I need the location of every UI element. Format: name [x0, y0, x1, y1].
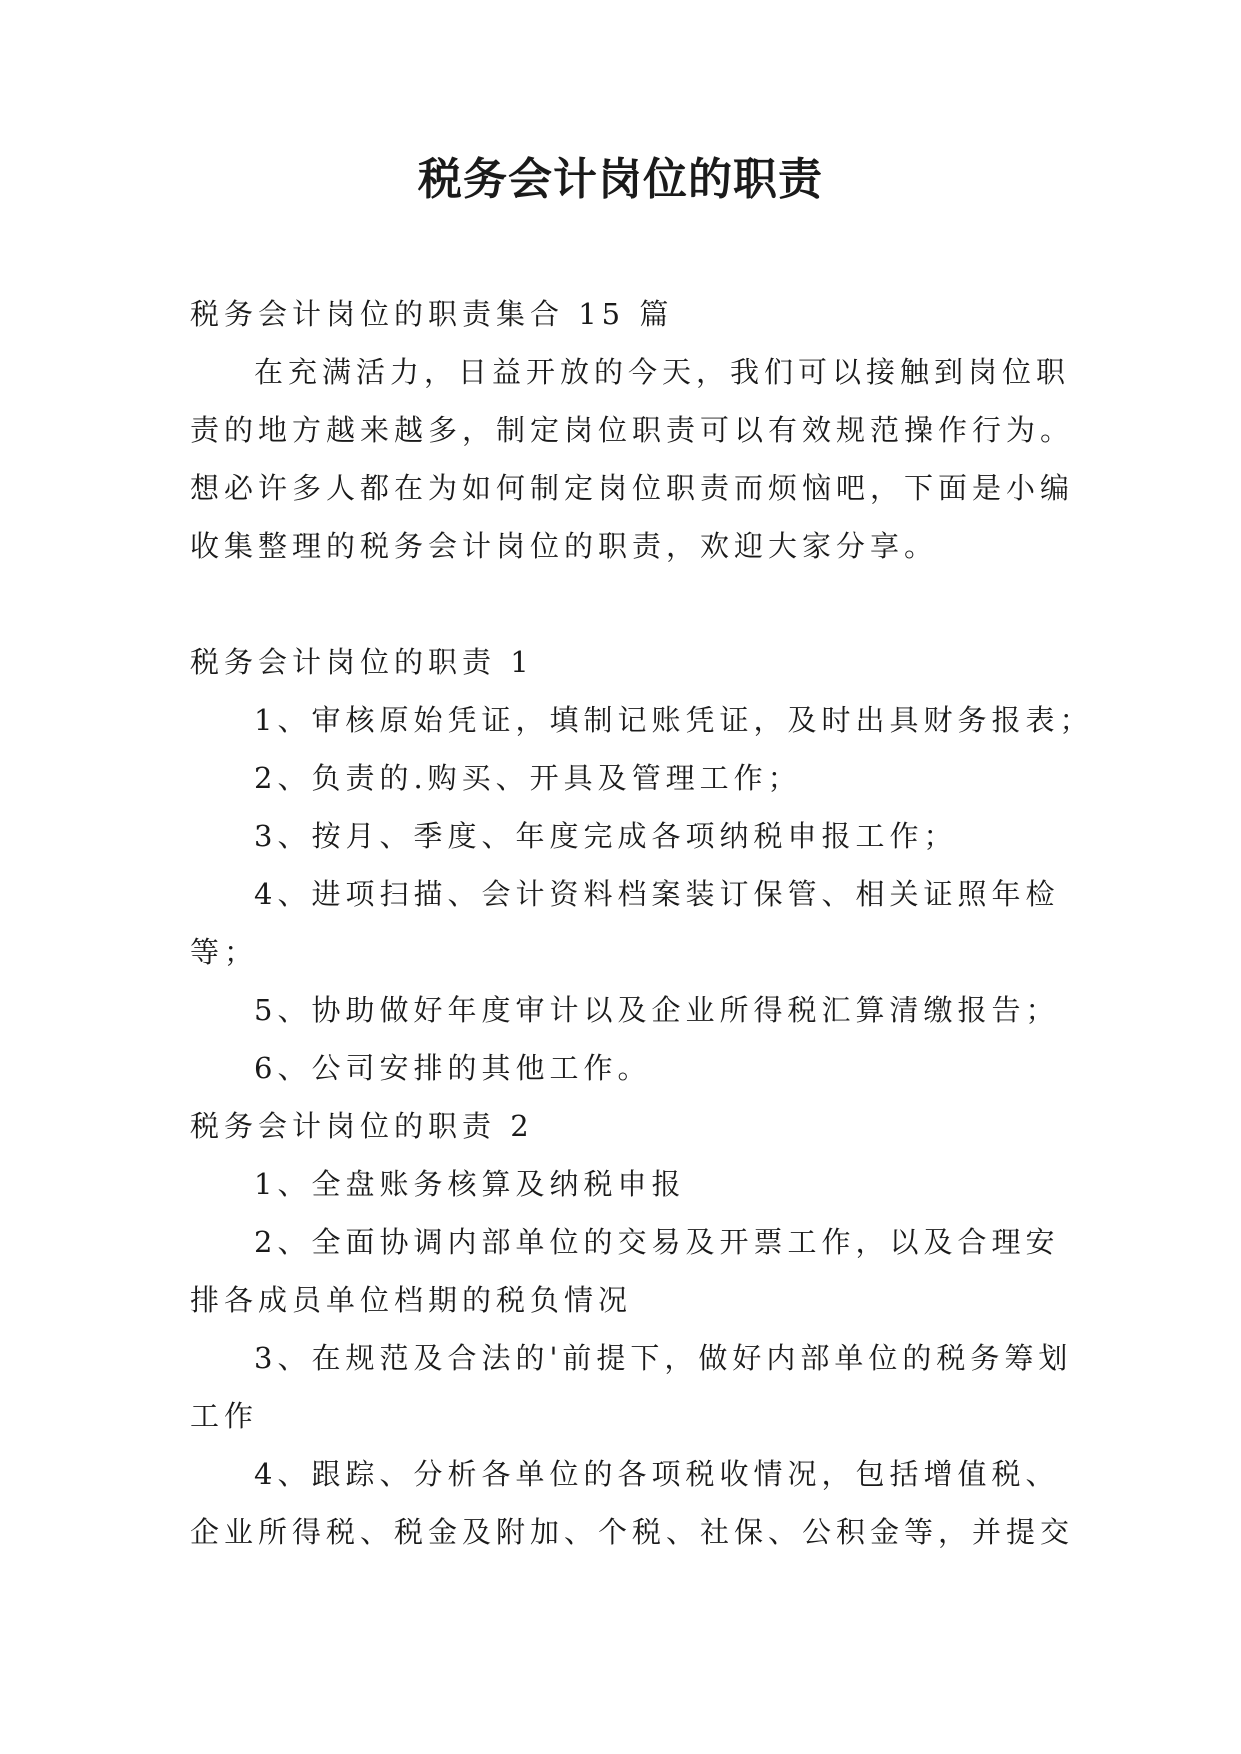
list-item: 4、进项扫描、会计资料档案装订保管、相关证照年检 [254, 877, 1060, 911]
list-item: 3、在规范及合法的'前提下，做好内部单位的税务筹划 [254, 1341, 1073, 1375]
list-item-continuation: 工作 [190, 1399, 259, 1433]
list-item: 1、全盘账务核算及纳税申报 [254, 1167, 686, 1201]
list-item: 1、审核原始凭证，填制记账凭证，及时出具财务报表； [254, 703, 1094, 737]
intro-line: 想必许多人都在为如何制定岗位职责而烦恼吧，下面是小编 [190, 471, 1075, 505]
list-item: 5、协助做好年度审计以及企业所得税汇算清缴报告； [254, 993, 1060, 1027]
list-item: 3、按月、季度、年度完成各项纳税申报工作； [254, 819, 958, 853]
intro-line: 收集整理的税务会计岗位的职责，欢迎大家分享。 [190, 529, 939, 563]
subtitle: 税务会计岗位的职责集合 15 篇 [190, 297, 674, 331]
list-item: 2、全面协调内部单位的交易及开票工作，以及合理安 [254, 1225, 1060, 1259]
list-item-continuation: 企业所得税、税金及附加、个税、社保、公积金等，并提交 [190, 1515, 1075, 1549]
section-heading: 税务会计岗位的职责 2 [190, 1109, 534, 1143]
list-item: 6、公司安排的其他工作。 [254, 1051, 652, 1085]
section-heading: 税务会计岗位的职责 1 [190, 645, 534, 679]
intro-line: 在充满活力，日益开放的今天，我们可以接触到岗位职 [254, 355, 1071, 389]
intro-line: 责的地方越来越多，制定岗位职责可以有效规范操作行为。 [190, 413, 1075, 447]
list-item: 4、跟踪、分析各单位的各项税收情况，包括增值税、 [254, 1457, 1060, 1491]
page-title: 税务会计岗位的职责 [418, 154, 823, 205]
paragraph-gap [190, 575, 1060, 633]
list-item-continuation: 等； [190, 935, 259, 969]
document-body [190, 285, 1094, 1561]
list-item-continuation: 排各成员单位档期的税负情况 [190, 1283, 633, 1317]
list-item: 2、负责的.购买、开具及管理工作； [254, 761, 802, 795]
